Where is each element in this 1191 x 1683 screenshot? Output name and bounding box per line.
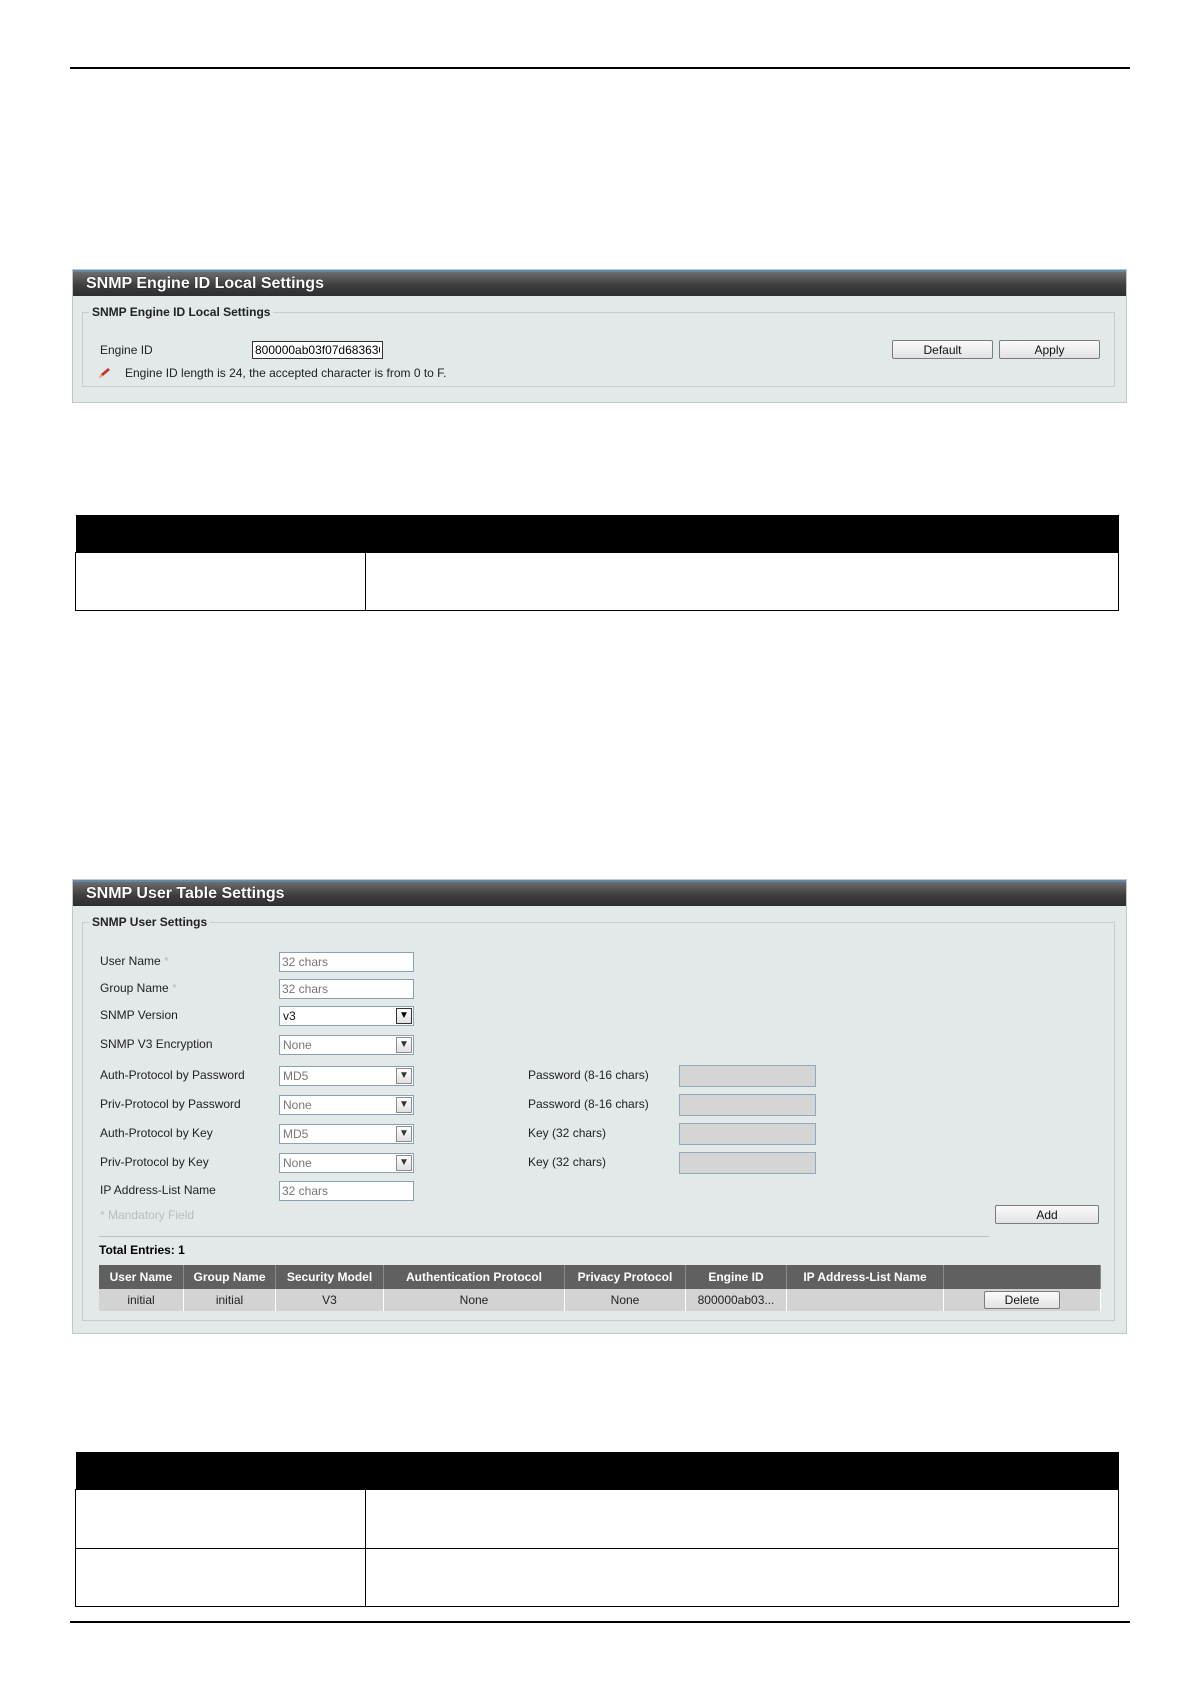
cell-privacy-protocol: None	[565, 1289, 686, 1311]
auth-protocol-key-label: Auth-Protocol by Key	[100, 1126, 213, 1140]
auth-key-input[interactable]	[679, 1123, 816, 1145]
priv-protocol-password-label: Priv-Protocol by Password	[100, 1097, 241, 1111]
user-table	[99, 1265, 1101, 1311]
chevron-down-icon: ▼	[396, 1037, 412, 1053]
cell-engine-id: 800000ab03...	[686, 1289, 787, 1311]
cell-security-model: V3	[276, 1289, 384, 1311]
auth-protocol-password-label: Auth-Protocol by Password	[100, 1068, 245, 1082]
cell-user-name: initial	[99, 1289, 184, 1311]
engine-id-label: Engine ID	[100, 343, 153, 357]
priv-protocol-key-select[interactable]	[279, 1153, 414, 1173]
description-table-2	[75, 1452, 1119, 1607]
snmp-version-value: v3	[283, 1009, 296, 1023]
table-cell	[366, 1548, 1119, 1607]
key-label-1: Key (32 chars)	[528, 1126, 607, 1140]
chevron-down-icon: ▼	[396, 1068, 412, 1084]
engine-id-input[interactable]	[252, 341, 383, 359]
table-cell	[76, 1490, 366, 1549]
auth-protocol-password-select[interactable]	[279, 1066, 414, 1086]
cell-group-name: initial	[184, 1289, 276, 1311]
user-table-panel-title: SNMP User Table Settings	[73, 880, 1126, 906]
chevron-down-icon: ▼	[396, 1008, 412, 1024]
delete-button[interactable]: Delete	[984, 1291, 1060, 1309]
apply-button[interactable]: Apply	[999, 340, 1100, 359]
cell-ip-list	[787, 1289, 944, 1311]
auth-password-input[interactable]	[679, 1065, 816, 1087]
cell-auth-protocol: None	[384, 1289, 565, 1311]
password-label-2: Password (8-16 chars)	[528, 1097, 649, 1111]
engine-id-note: Engine ID length is 24, the accepted character is from 0 to F.	[125, 366, 447, 380]
priv-protocol-key-label: Priv-Protocol by Key	[100, 1155, 209, 1169]
col-header-engine-id: Engine ID	[686, 1265, 787, 1289]
table-cell	[366, 553, 1119, 611]
auth-protocol-key-value: MD5	[283, 1127, 309, 1141]
col-header-security-model: Security Model	[276, 1265, 384, 1289]
table-cell	[76, 1548, 366, 1607]
col-header-group-name: Group Name	[184, 1265, 276, 1289]
col-header-action	[944, 1265, 1101, 1289]
mandatory-field-note: * Mandatory Field	[100, 1208, 195, 1222]
page-top-rule	[70, 67, 1130, 69]
table-header-cell	[366, 1452, 1119, 1490]
col-header-privacy-protocol: Privacy Protocol	[565, 1265, 686, 1289]
table-cell	[76, 553, 366, 611]
auth-protocol-key-select[interactable]	[279, 1124, 414, 1144]
col-header-user-name: User Name	[99, 1265, 184, 1289]
default-button[interactable]: Default	[892, 340, 993, 359]
table-row	[99, 1289, 1101, 1311]
description-table-1	[75, 515, 1119, 611]
table-header-cell	[76, 515, 366, 553]
table-header-cell	[366, 515, 1119, 553]
priv-key-input[interactable]	[679, 1152, 816, 1174]
v3-encryption-select[interactable]	[279, 1035, 414, 1055]
priv-password-input[interactable]	[679, 1094, 816, 1116]
add-button[interactable]: Add	[995, 1205, 1099, 1224]
chevron-down-icon: ▼	[396, 1097, 412, 1113]
v3-encryption-value: None	[283, 1038, 312, 1052]
engine-id-group-legend: SNMP Engine ID Local Settings	[92, 305, 271, 319]
group-name-input[interactable]	[279, 979, 414, 999]
snmp-version-select[interactable]	[279, 1006, 414, 1026]
ip-list-input[interactable]	[279, 1181, 414, 1201]
table-header-cell	[76, 1452, 366, 1490]
ip-list-label: IP Address-List Name	[100, 1183, 216, 1197]
engine-id-panel	[72, 269, 1127, 403]
key-label-2: Key (32 chars)	[528, 1155, 607, 1169]
table-cell	[366, 1490, 1119, 1549]
group-name-label: Group Name *	[100, 981, 177, 995]
page-bottom-rule	[70, 1621, 1130, 1623]
pencil-icon	[98, 366, 112, 378]
v3-encryption-label: SNMP V3 Encryption	[100, 1037, 213, 1051]
priv-protocol-password-select[interactable]	[279, 1095, 414, 1115]
auth-protocol-password-value: MD5	[283, 1069, 309, 1083]
user-name-input[interactable]	[279, 952, 414, 972]
user-name-label: User Name *	[100, 954, 169, 968]
user-settings-group-legend: SNMP User Settings	[92, 915, 208, 929]
divider	[99, 1236, 989, 1237]
user-settings-group	[82, 915, 1115, 1321]
chevron-down-icon: ▼	[396, 1155, 412, 1171]
priv-protocol-key-value: None	[283, 1156, 312, 1170]
password-label-1: Password (8-16 chars)	[528, 1068, 649, 1082]
snmp-version-label: SNMP Version	[100, 1008, 178, 1022]
chevron-down-icon: ▼	[396, 1126, 412, 1142]
user-table-panel	[72, 879, 1127, 1334]
col-header-ip-list: IP Address-List Name	[787, 1265, 944, 1289]
total-entries: Total Entries: 1	[99, 1243, 185, 1257]
engine-id-panel-title: SNMP Engine ID Local Settings	[73, 270, 1126, 296]
col-header-auth-protocol: Authentication Protocol	[384, 1265, 565, 1289]
cell-action	[944, 1289, 1101, 1311]
priv-protocol-password-value: None	[283, 1098, 312, 1112]
